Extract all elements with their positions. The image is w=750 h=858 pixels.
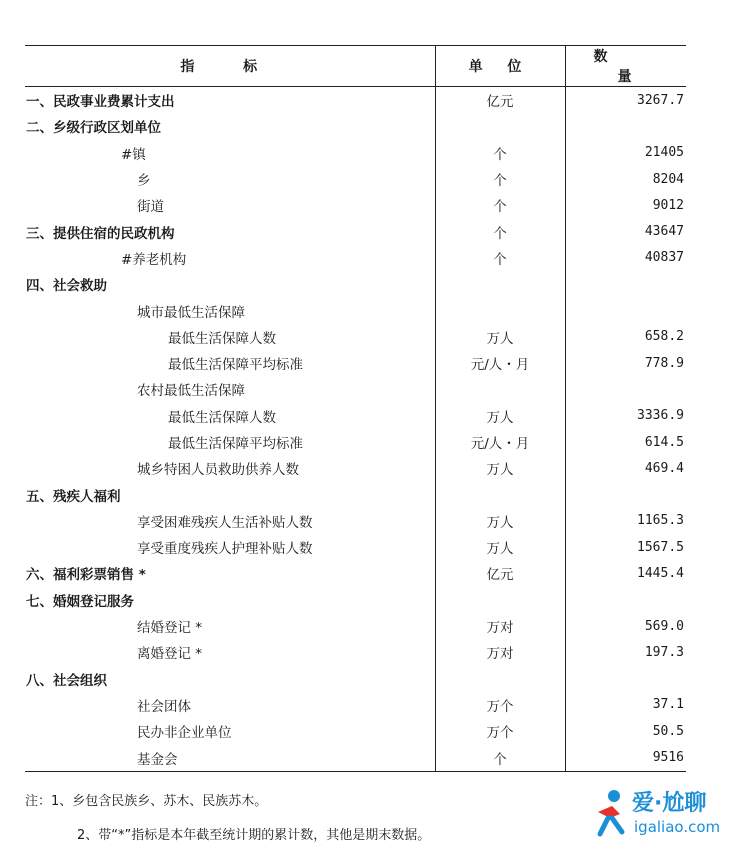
row-unit: 万人 [435,534,565,560]
table-row [25,560,686,586]
row-unit: 万人 [435,508,565,534]
table-row [25,376,686,402]
row-value: 50.5 [652,723,684,739]
row-value [565,271,686,297]
row-unit: 万对 [435,639,565,665]
row-unit: 万人 [435,455,565,481]
header-unit: 单 位 [435,46,565,87]
table-header-row [25,46,686,87]
table-row [25,481,686,507]
watermark-brand: 爱·尬聊 [632,791,707,816]
row-indicator: 结婚登记 * [25,613,435,639]
table-row [25,587,686,613]
table-row [25,718,686,744]
row-indicator: 五、残疾人福利 [25,481,435,507]
row-unit [435,113,565,139]
table-row [25,350,686,376]
row-indicator: 基金会 [25,744,435,771]
row-value: 658.2 [644,329,684,345]
row-value: 614.5 [644,434,684,450]
row-unit [435,376,565,402]
table-body [25,87,686,772]
row-value: 9516 [565,744,686,771]
row-value [565,587,686,613]
runner-icon [590,788,630,838]
table-row [25,639,686,665]
row-value [565,113,686,139]
row-value: 197.3 [644,644,684,660]
row-value: 1567.5 [637,539,684,555]
row-unit [435,587,565,613]
row-indicator: 农村最低生活保障 [25,376,435,402]
table-row [25,271,686,297]
row-indicator: 二、乡级行政区划单位 [25,113,435,139]
row-unit: 个 [435,744,565,771]
table-row [25,87,686,114]
row-unit: 万人 [435,403,565,429]
table-row [25,166,686,192]
row-unit [435,271,565,297]
row-value: 778.9 [644,355,684,371]
row-indicator: 民办非企业单位 [25,718,435,744]
table-row [25,666,686,692]
row-unit [435,481,565,507]
row-indicator: 六、福利彩票销售 * [25,560,435,586]
row-value: 3336.9 [637,408,684,424]
watermark-site: igaliao.com [634,818,721,836]
row-value [565,666,686,692]
row-value: 569.0 [644,618,684,634]
row-indicator: 八、社会组织 [25,666,435,692]
row-indicator: 享受困难残疾人生活补贴人数 [25,508,435,534]
row-value: 40837 [644,250,684,266]
table-row [25,140,686,166]
row-indicator: 最低生活保障人数 [25,324,435,350]
row-indicator: 三、提供住宿的民政机构 [25,218,435,244]
row-unit: 个 [435,245,565,271]
watermark-logo [590,786,740,842]
row-value [565,481,686,507]
row-indicator: 最低生活保障平均标准 [25,429,435,455]
row-indicator: #镇 [25,140,435,166]
page-title-clipped [0,0,750,6]
row-value: 1165.3 [637,513,684,529]
row-unit [435,666,565,692]
row-indicator: 城乡特困人员救助供养人数 [25,455,435,481]
row-unit: 万个 [435,692,565,718]
row-unit: 元/人・月 [435,429,565,455]
row-indicator: 最低生活保障平均标准 [25,350,435,376]
table-row [25,245,686,271]
row-value: 21405 [644,145,684,161]
row-indicator: 七、婚姻登记服务 [25,587,435,613]
row-indicator: 乡 [25,166,435,192]
footnote-1: 注：1、乡包含民族乡、苏木、民族苏木。 [25,794,268,809]
row-value: 43647 [644,224,684,240]
row-indicator: 享受重度残疾人护理补贴人数 [25,534,435,560]
row-value: 1445.4 [637,565,684,581]
table-row [25,192,686,218]
table-row [25,508,686,534]
header-indicator: 指 标 [25,46,435,87]
row-value [565,297,686,323]
row-unit: 元/人・月 [435,350,565,376]
table-row [25,324,686,350]
row-unit: 个 [435,140,565,166]
table-row [25,692,686,718]
table-row [25,297,686,323]
row-unit: 亿元 [435,560,565,586]
row-unit: 亿元 [435,87,565,114]
table-row [25,613,686,639]
row-value: 469.4 [644,460,684,476]
table-row [25,455,686,481]
header-quantity: 数量 [565,46,686,87]
row-unit: 万人 [435,324,565,350]
footnote-2: 2、带“*”指标是本年截至统计期的累计数，其他是期末数据。 [77,828,431,843]
table-row [25,534,686,560]
row-indicator: #养老机构 [25,245,435,271]
row-indicator: 城市最低生活保障 [25,297,435,323]
table-row [25,403,686,429]
row-unit [435,297,565,323]
row-indicator: 四、社会救助 [25,271,435,297]
row-indicator: 一、民政事业费累计支出 [25,87,435,114]
row-value: 3267.7 [637,92,684,108]
row-indicator: 街道 [25,192,435,218]
row-unit: 万对 [435,613,565,639]
row-value: 37.1 [652,697,684,713]
row-indicator: 离婚登记 * [25,639,435,665]
table-row [25,218,686,244]
row-unit: 万个 [435,718,565,744]
statistics-table [25,45,686,772]
row-value: 9012 [652,197,684,213]
row-unit: 个 [435,166,565,192]
row-value: 8204 [652,171,684,187]
row-unit: 个 [435,192,565,218]
footnotes [25,790,430,858]
table-row [25,744,686,771]
table-row [25,429,686,455]
row-indicator: 最低生活保障人数 [25,403,435,429]
row-unit: 个 [435,218,565,244]
table-row [25,113,686,139]
row-value [565,376,686,402]
row-indicator: 社会团体 [25,692,435,718]
